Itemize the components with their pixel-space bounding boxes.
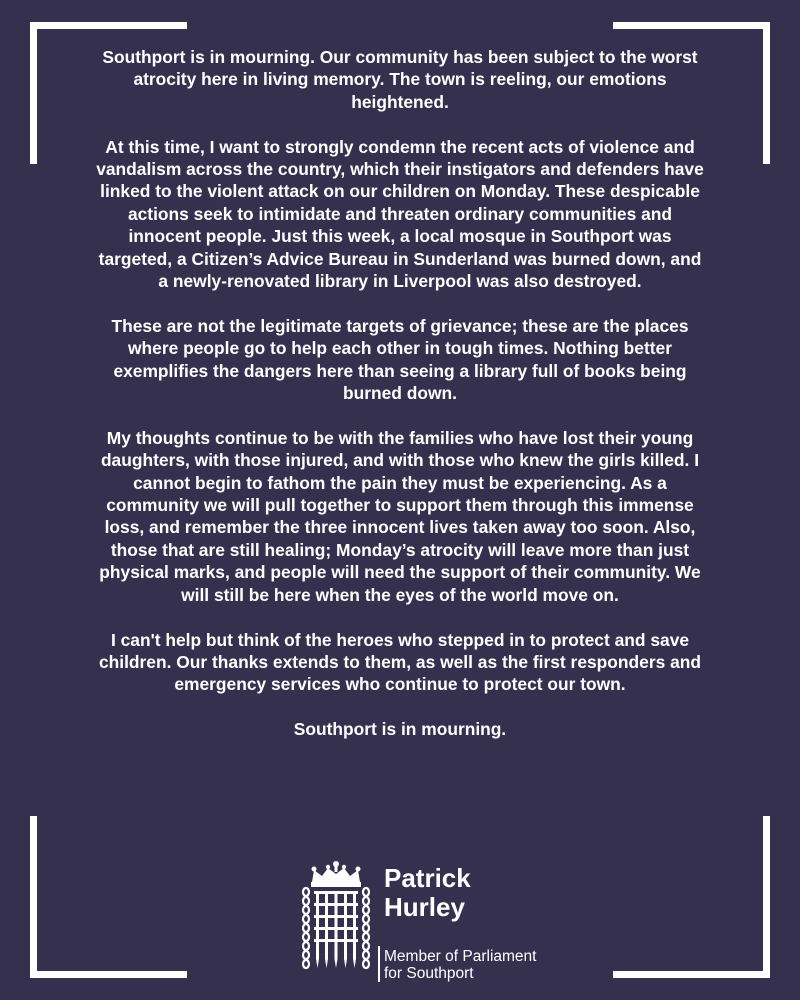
- emphasis-atrocity: atrocity: [133, 69, 197, 90]
- statement-text: [92, 46, 708, 741]
- frame-corner-bottom-right: [613, 816, 770, 978]
- paragraph-3: These are not the legitimate targets of grievance; these are the places where people go to help each other in tough times. Nothing better exemplifies the dangers here than seeing a library full of books being burned down.: [111, 315, 689, 404]
- closing-line: Southport is in mourning.: [293, 719, 507, 740]
- mp-name: Patrick Hurley: [384, 863, 471, 922]
- signature-block: [300, 858, 540, 988]
- mp-role: Member of Parliament for Southport: [384, 948, 537, 982]
- paragraph-5: I can't help but think of the heroes who stepped in to protect and save children. Our thanks extends to them, as well as the first responders and emergency services who continue to protect our town.: [98, 629, 702, 695]
- paragraph-1: Southport is in mourning. Our community has been subject to the worst atrocity here in living memory. The town is reeling, our emotions heightened.: [102, 47, 698, 112]
- paragraph-2: At this time, I want to strongly condemn the recent acts of violence and vandalism across the country, which their instigators and defenders have linked to the violent attack on our children on Monday. These despicable actions seek to intimidate and threaten ordinary communities and innocent people. Just this week, a local mosque in Southport was targeted, a Citizen’s Advice Bureau in Sunderland was burned down, and a newly-renovated library in Liverpool was also destroyed.: [96, 136, 704, 292]
- divider-line: [378, 946, 380, 982]
- frame-corner-bottom-left: [30, 816, 187, 978]
- paragraph-4: My thoughts continue to be with the families who have lost their young daughters, with those injured, and with those who knew the girls killed. I cannot begin to fathom the pain they must be experiencing. As a community we will pull together to support them through this immense loss, and remember the three innocent lives taken away too soon. Also, those that are still healing; Monday’s atrocity will leave more than just physical marks, and people will need the support of their community. We will still be here when the eyes of the world move on.: [99, 427, 701, 605]
- portcullis-icon: [300, 858, 372, 976]
